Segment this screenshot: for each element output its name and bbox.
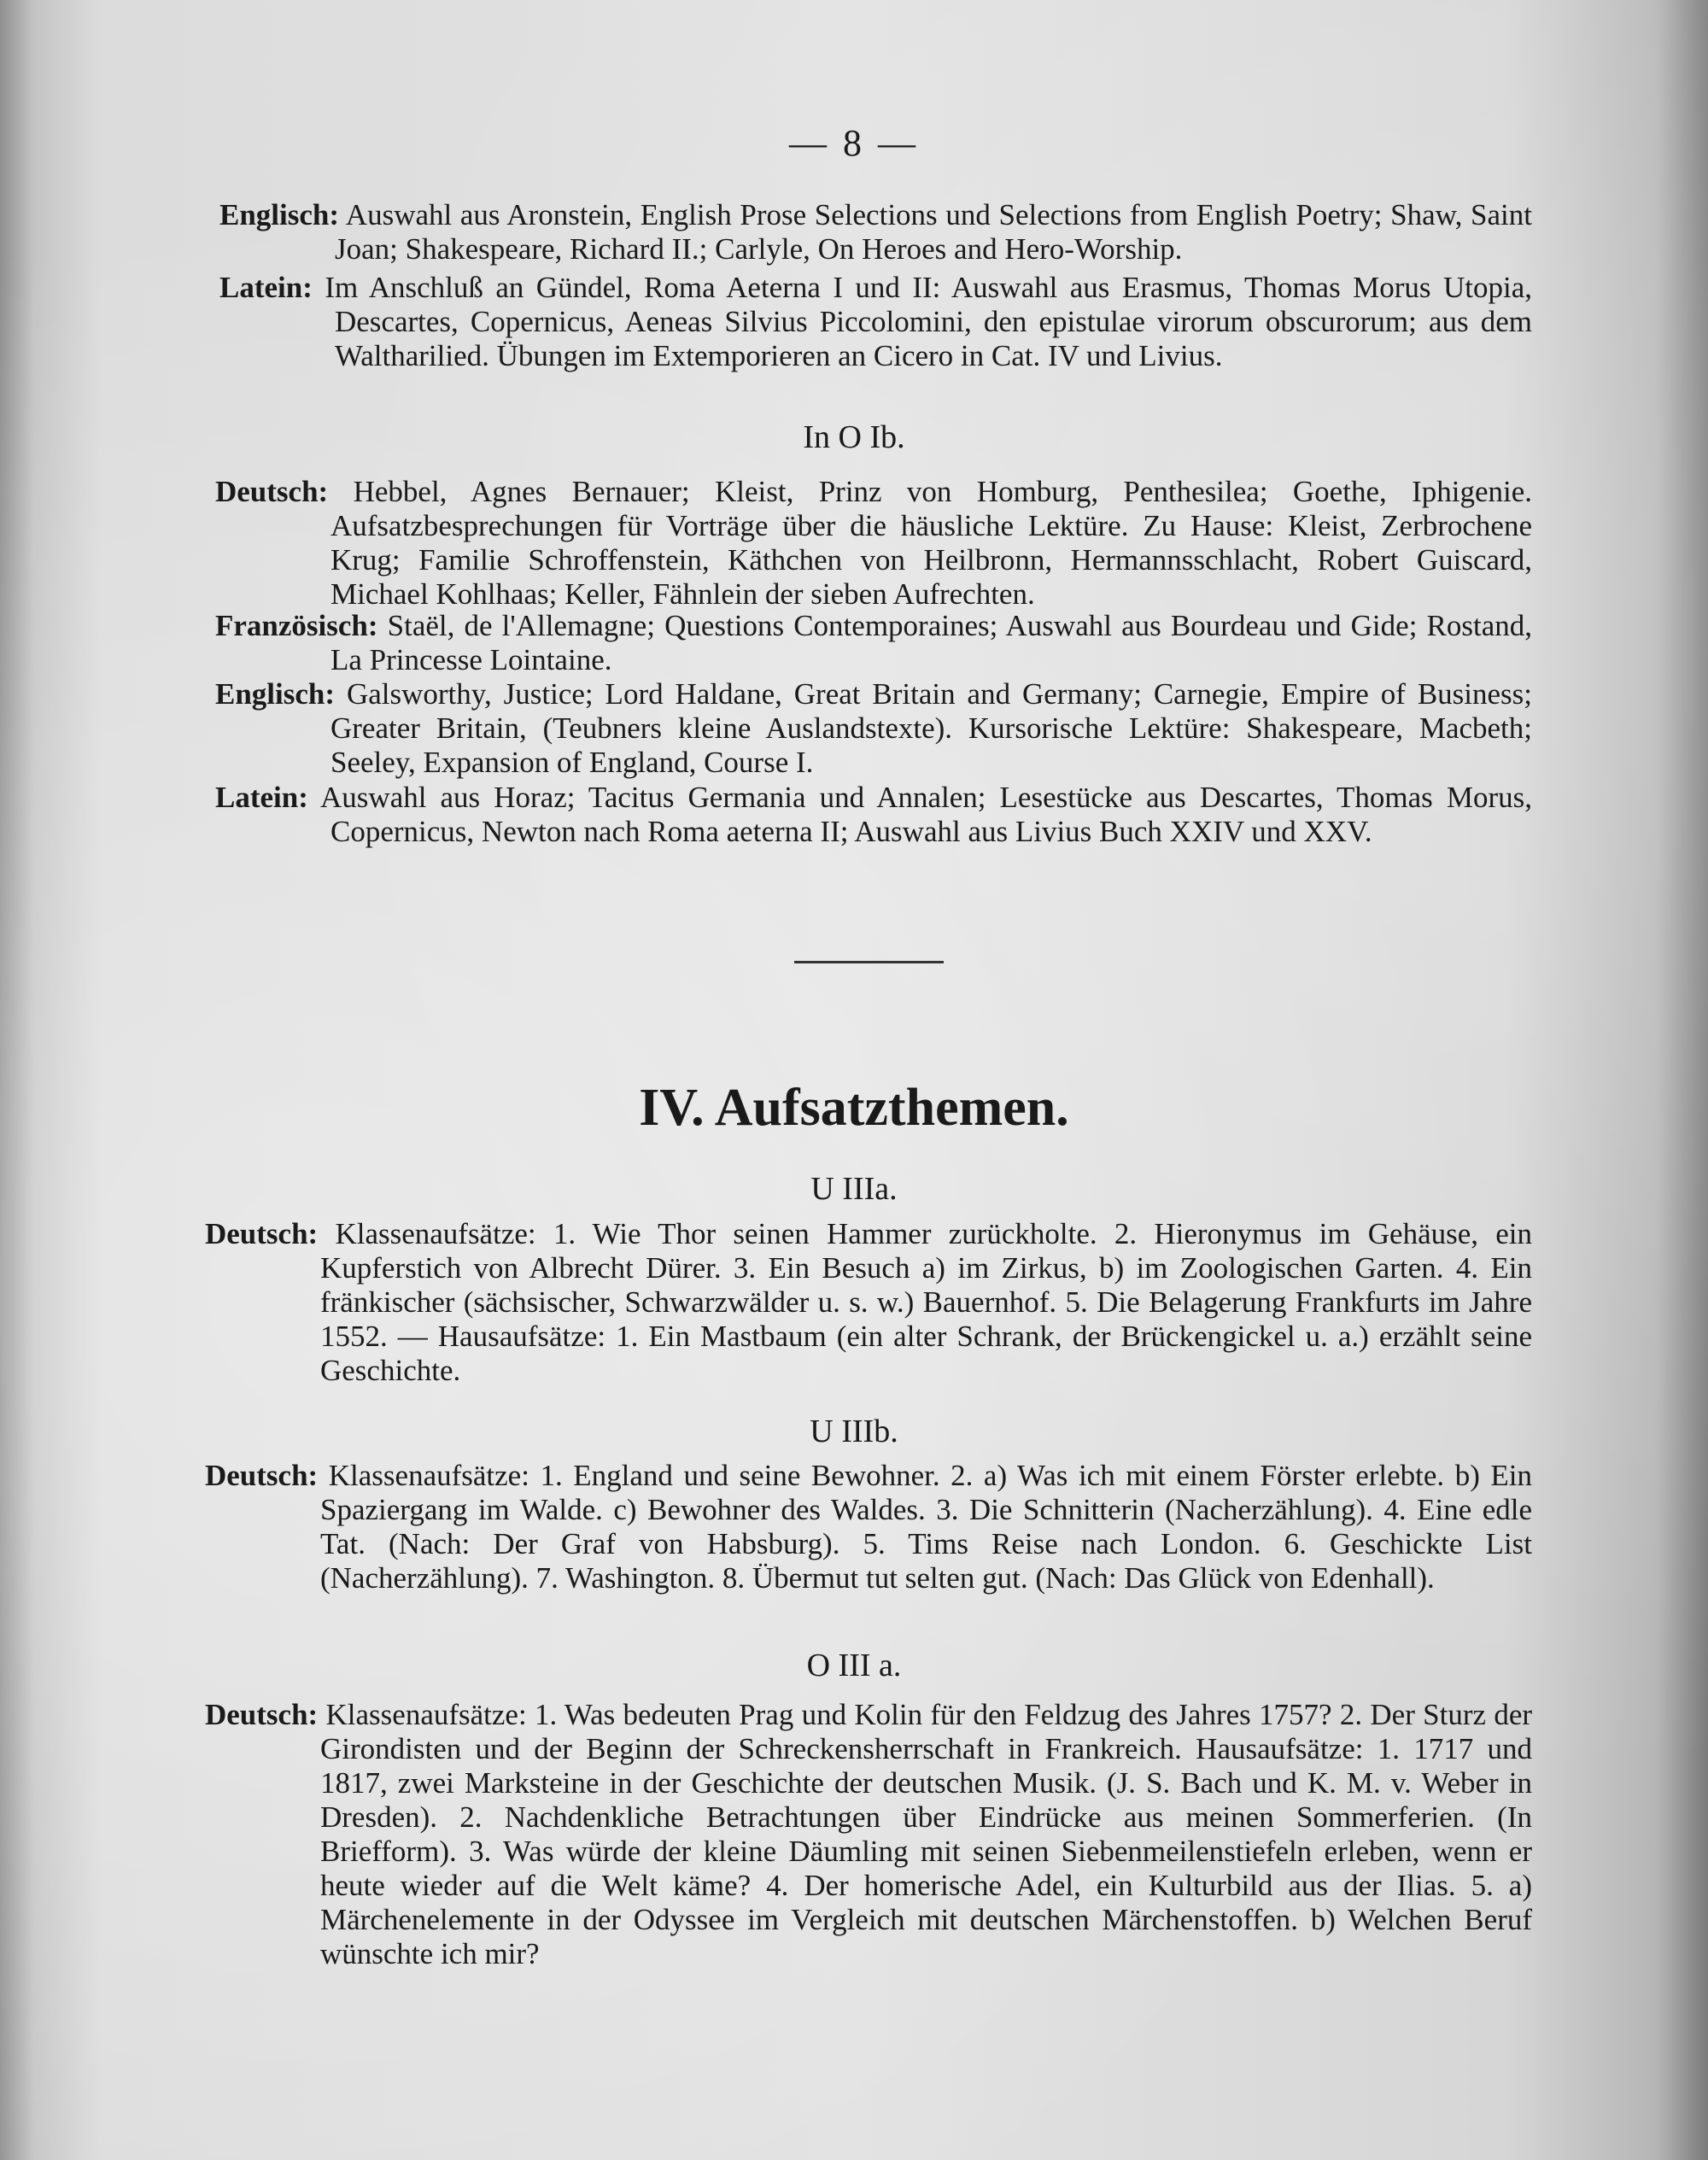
entry-text: Galsworthy, Justice; Lord Haldane, Great Britain and Germany; Carnegie, Empire of Business; Greater Britain, (Teubners kleine Auslandstexte). Kursorische Lektüre: Shakespeare, Macbeth; Seeley, Expansion of England, Course I.	[330, 677, 1533, 779]
entry-text: Staël, de l'Allemagne; Questions Contemporaines; Auswahl aus Bourdeau und Gide; Rostand, La Princesse Lointaine.	[330, 609, 1533, 676]
entry-text: Klassenaufsätze: 1. Wie Thor seinen Hammer zurückholte. 2. Hieronymus im Gehäuse, ein Kupferstich von Albrecht Dürer. 3. Ein Besuch a) im Zirkus, b) im Zoologischen Garten. 4. Ein fränkischer (sächsischer, Schwarzwälder u. s. w.) Bauernhof. 5. Die Belagerung Frankfurts im Jahre 1552. — Hausaufsätze: 1. Ein Mastbaum (ein alter Schrank, der Brückengickel u. a.) erzählt seine Geschichte.	[320, 1217, 1532, 1387]
subject-label: Deutsch:	[205, 1217, 319, 1250]
entry-latein-1	[219, 271, 1532, 373]
subject-label: Deutsch:	[215, 475, 329, 508]
entry-text: Im Anschluß an Gündel, Roma Aeterna I und II: Auswahl aus Erasmus, Thomas Morus Utopia, Descartes, Copernicus, Aeneas Silvius Piccolomini, den epistulae virorum obscurorum; aus dem Waltharilied. Übungen im Extemporieren an Cicero in Cat. IV und Livius.	[325, 271, 1532, 372]
class-heading-uiiib: U IIIb.	[810, 1414, 898, 1449]
class-heading-uiiia: U IIIa.	[810, 1171, 898, 1207]
entry-englisch-1	[219, 198, 1532, 266]
entry-text: Auswahl aus Aronstein, English Prose Selections und Selections from English Poetry; Shaw, Saint Joan; Shakespeare, Richard II.; Carlyle, On Heroes and Hero-Worship.	[335, 198, 1532, 266]
subject-label: Englisch:	[215, 677, 336, 711]
entry-deutsch-uiiia	[205, 1217, 1532, 1388]
entry-englisch-oib	[215, 677, 1533, 780]
page-number: — 8 —	[789, 122, 919, 164]
subject-label: Deutsch:	[205, 1698, 319, 1731]
subject-label: Latein:	[215, 781, 308, 814]
entry-deutsch-oib	[215, 475, 1533, 612]
subject-label: Deutsch:	[205, 1459, 319, 1492]
class-heading-oib: In O Ib.	[803, 419, 905, 455]
entry-text: Klassenaufsätze: 1. Was bedeuten Prag und Kolin für den Feldzug des Jahres 1757? 2. Der Sturz der Girondisten und der Beginn der Schreckensherrschaft in Frankreich. Hausaufsätze: 1. 1717 und 1817, zwei Marksteine in der Geschichte der deutschen Musik. (J. S. Bach und K. M. v. Weber in Dresden). 2. Nachdenkliche Betrachtungen über Eindrücke aus meinen Sommerferien. (In Briefform). 3. Was würde der kleine Däumling mit seinen Siebenmeilenstiefeln erleben, wenn er heute wieder auf die Welt käme? 4. Der homerische Adel, ein Kulturbild aus der Ilias. 5. a) Märchenelemente in der Odyssee im Vergleich mit deutschen Märchenstoffen. b) Welchen Beruf wünschte ich mir?	[320, 1698, 1533, 1970]
section-heading: IV. Aufsatzthemen.	[639, 1079, 1069, 1137]
subject-label: Französisch:	[215, 609, 378, 642]
entry-text: Auswahl aus Horaz; Tacitus Germania und Annalen; Lesestücke aus Descartes, Thomas Morus, Copernicus, Newton nach Roma aeterna II; Auswahl aus Livius Buch XXIV und XXV.	[320, 781, 1532, 848]
entry-text: Klassenaufsätze: 1. England und seine Bewohner. 2. a) Was ich mit einem Förster erlebte. b) Ein Spaziergang im Walde. c) Bewohner des Waldes. 3. Die Schnitterin (Nacherzählung). 4. Eine edle Tat. (Nach: Der Graf von Habsburg). 5. Tims Reise nach London. 6. Geschickte List (Nacherzählung). 7. Washington. 8. Übermut tut selten gut. (Nach: Das Glück von Edenhall).	[320, 1459, 1533, 1595]
entry-deutsch-uiiib	[205, 1459, 1533, 1595]
entry-deutsch-oiiia	[205, 1698, 1533, 1971]
subject-label: Englisch:	[219, 198, 340, 231]
entry-latein-oib	[215, 781, 1532, 849]
entry-text: Hebbel, Agnes Bernauer; Kleist, Prinz von Homburg, Penthesilea; Goethe, Iphigenie. Aufsatzbesprechungen für Vorträge über die häusliche Lektüre. Zu Hause: Kleist, Zerbrochene Krug; Familie Schroffenstein, Käthchen von Heilbronn, Hermannsschlacht, Robert Guiscard, Michael Kohlhaas; Keller, Fähnlein der sieben Aufrechten.	[330, 475, 1533, 611]
subject-label: Latein:	[219, 271, 313, 304]
section-divider	[794, 961, 944, 963]
class-heading-oiiia: O III a.	[806, 1648, 902, 1683]
entry-franzoesisch-oib	[215, 609, 1533, 677]
